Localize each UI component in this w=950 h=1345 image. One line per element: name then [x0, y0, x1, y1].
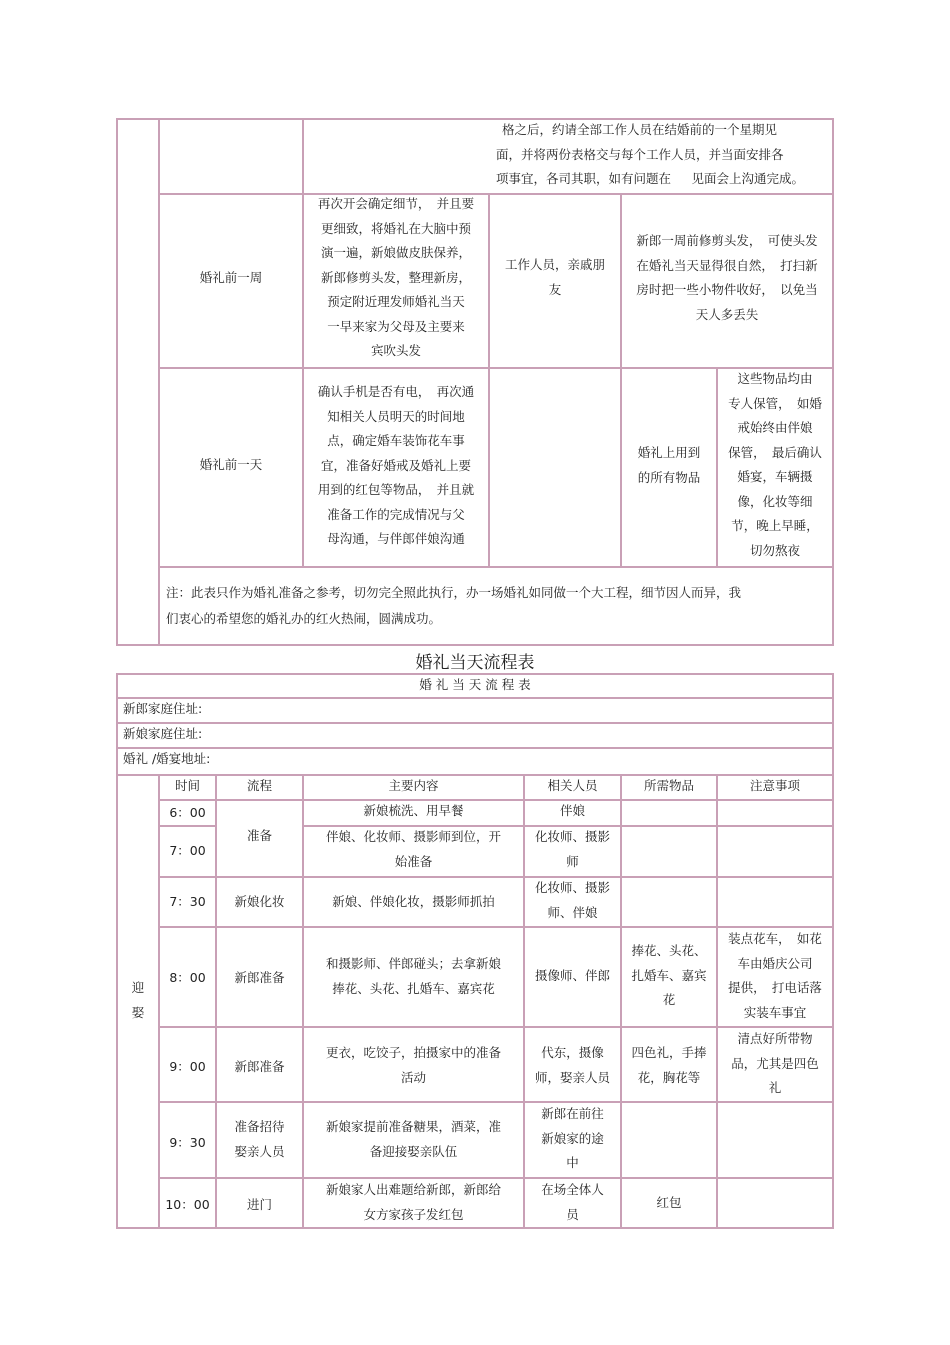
text-line: 婚宴，车辆摄 [737, 469, 813, 484]
row-people [525, 1041, 620, 1090]
text-line: 四色礼，手捧 [631, 1045, 707, 1060]
text-line: 准备招待 [234, 1119, 285, 1134]
text-line: 清点好所带物 [737, 1031, 813, 1046]
text-line: 实装车事宜 [743, 1004, 807, 1020]
row-notes [718, 1027, 832, 1101]
text-line: 新郎在前往 [541, 1106, 604, 1121]
text-line: 准备工作的完成情况与父 [327, 506, 465, 522]
text-line: 迎 [131, 980, 145, 995]
row-items [622, 939, 716, 1013]
header-items: 所需物品 [643, 778, 694, 793]
text-line: 格之后，约请全部工作人员在结婚前的一个星期见 [502, 122, 778, 137]
header-notes: 注意事项 [749, 778, 800, 793]
text-line: 在婚礼当天显得很自然， 打扫新 [636, 257, 818, 273]
text-line: 天人多丢失 [695, 306, 759, 322]
text-line: 新郎一周前修剪头发， 可使头发 [636, 233, 818, 248]
text-line: 活动 [400, 1069, 426, 1085]
text-line: 演一遍，新娘做皮肤保养， [320, 245, 471, 260]
text-line: 项事宜，各司其职，如有问题在 见面会上沟通完成。 [496, 171, 804, 186]
day-table-title: 婚 礼 当 天 流 程 表 [419, 677, 531, 692]
text-line: 专人保管， 如婚 [728, 395, 822, 411]
text-line: 宜，准备好婚戒及婚礼上要 [320, 457, 471, 473]
text-line: 娶亲人员 [234, 1143, 285, 1159]
section-label [118, 975, 158, 1025]
text-line: 在场全体人 [541, 1182, 604, 1197]
text-line: 始准备 [394, 853, 433, 869]
prep-row0-notes [496, 118, 826, 192]
text-line: 知相关人员明天的时间地 [327, 408, 465, 424]
row-time: 6：00 [169, 805, 206, 820]
text-line: 代东，摄像 [541, 1045, 604, 1060]
text-line: 注：此表只作为婚礼准备之参考，切勿完全照此执行，办一场婚礼如同做一个大工程，细节因人而异，我 [166, 585, 742, 600]
prep-row2-content [304, 380, 488, 552]
row-flow: 进门 [246, 1197, 272, 1212]
text-line: 提供， 打电话落 [728, 980, 822, 995]
row-content [304, 1178, 523, 1227]
text-line: 装点花车， 如花 [728, 931, 822, 946]
text-line: 宾吹头发 [370, 343, 421, 358]
text-line: 这些物品均由 [737, 371, 813, 386]
prep-row2-items [622, 441, 716, 490]
text-line: 面，并将两份表格交与每个工作人员，并当面安排各 [496, 146, 784, 162]
row-flow: 准备 [246, 828, 272, 843]
row-content [304, 952, 523, 1001]
text-line: 更衣，吃饺子，拍摄家中的准备 [325, 1045, 501, 1060]
row-people [525, 1178, 620, 1227]
prep-footnote [166, 580, 826, 632]
row-flow: 新郎准备 [234, 970, 285, 985]
text-line: 新娘家提前准备糖果，酒菜，准 [325, 1119, 501, 1134]
text-line: 花，胸花等 [637, 1069, 701, 1085]
bride-address-label: 新娘家庭住址: [123, 726, 203, 741]
text-line: 新娘家的途 [541, 1130, 604, 1146]
row-time: 10：00 [165, 1197, 210, 1212]
text-line: 品，尤其是四色 [731, 1055, 819, 1071]
text-line: 备迎接娶亲队伍 [369, 1143, 458, 1159]
row-content [304, 1115, 523, 1164]
text-line: 们衷心的希望您的婚礼办的红火热闹，圆满成功。 [166, 611, 442, 626]
text-line: 一早来家为父母及主要来 [327, 318, 465, 334]
text-line: 员 [566, 1206, 579, 1222]
text-line: 点，确定婚车装饰花车事 [327, 433, 465, 448]
row-items: 红包 [656, 1195, 682, 1210]
row-time: 9：30 [169, 1135, 206, 1150]
text-line: 确认手机是否有电， 再次通 [317, 384, 475, 399]
row-flow: 新娘化妆 [234, 894, 285, 909]
text-line: 工作人员，亲戚朋 [504, 257, 605, 272]
text-line: 化妆师、摄影 [534, 829, 610, 844]
prep-row1-notes [622, 229, 832, 327]
text-line: 更细致，将婚礼在大脑中预 [320, 220, 471, 236]
text-line: 和摄影师、伴郎碰头；去拿新娘 [325, 956, 501, 971]
header-people: 相关人员 [547, 778, 598, 793]
prep-row1-people [490, 253, 620, 302]
row-people [525, 825, 620, 874]
row-flow: 新郎准备 [234, 1059, 285, 1074]
row-content: 新娘、伴娘化妆，摄影师抓拍 [332, 894, 495, 909]
row-time: 9：00 [169, 1059, 206, 1074]
text-line: 花 [662, 992, 676, 1007]
text-line: 师，娶亲人员 [534, 1069, 610, 1085]
text-line: 房时把一些小物件收好， 以免当 [636, 282, 818, 297]
row-people: 摄像师、伴郎 [534, 968, 610, 983]
text-line: 节，晚上早睡， [731, 518, 819, 533]
row-flow [217, 1115, 302, 1164]
text-line: 娶 [131, 1005, 145, 1020]
row-content [304, 825, 523, 874]
text-line: 保管， 最后确认 [728, 444, 822, 460]
text-line: 新娘家人出难题给新郎，新郎给 [325, 1182, 501, 1197]
row-content: 新娘梳洗、用早餐 [363, 803, 464, 818]
row-items [622, 1041, 716, 1090]
text-line: 的所有物品 [637, 469, 701, 485]
row-time: 7：30 [169, 894, 206, 909]
prep-row1-time: 婚礼前一周 [199, 270, 263, 285]
row-people: 伴娘 [559, 803, 585, 818]
text-line: 师 [566, 853, 579, 869]
prep-row2-time: 婚礼前一天 [199, 457, 263, 472]
groom-address-label: 新郎家庭住址: [123, 701, 203, 716]
text-line: 友 [548, 281, 562, 297]
row-content [304, 1041, 523, 1090]
text-line: 戒始终由伴娘 [737, 420, 813, 435]
text-line: 切勿熬夜 [749, 542, 800, 558]
prep-row2-notes [718, 367, 832, 563]
text-line: 女方家孩子发红包 [363, 1206, 464, 1222]
row-time: 8：00 [169, 970, 206, 985]
text-line: 中 [566, 1155, 579, 1170]
text-line: 师、伴娘 [547, 904, 598, 920]
venue-address-label: 婚礼 /婚宴地址: [123, 751, 211, 766]
text-line: 母沟通，与伴郎伴娘沟通 [327, 531, 465, 546]
text-line: 预定附近理发师婚礼当天 [327, 294, 465, 309]
header-content: 主要内容 [388, 778, 439, 793]
row-people [525, 876, 620, 925]
text-line: 新郎修剪头发，整理新房， [320, 269, 471, 285]
text-line: 用到的红包等物品， 并且就 [317, 482, 475, 497]
text-line: 再次开会确定细节， 并且要 [317, 196, 475, 211]
page-title: 婚礼当天流程表 [415, 653, 535, 673]
text-line: 车由婚庆公司 [737, 955, 813, 971]
text-line: 扎婚车、嘉宾 [631, 967, 707, 983]
text-line: 化妆师、摄影 [534, 880, 610, 895]
text-line: 婚礼上用到 [637, 445, 701, 460]
text-line: 礼 [768, 1080, 782, 1095]
row-people [525, 1102, 620, 1176]
prep-row1-content [304, 192, 488, 364]
header-flow: 流程 [246, 778, 272, 793]
text-line: 伴娘、化妆师、摄影师到位，开 [325, 829, 501, 844]
text-line: 捧花、头花、扎婚车、嘉宾花 [332, 980, 495, 996]
header-time: 时间 [174, 778, 200, 793]
row-notes [718, 927, 832, 1025]
text-line: 捧花、头花、 [631, 943, 707, 958]
row-time: 7：00 [169, 843, 206, 858]
text-line: 像，化妆等细 [737, 493, 813, 509]
